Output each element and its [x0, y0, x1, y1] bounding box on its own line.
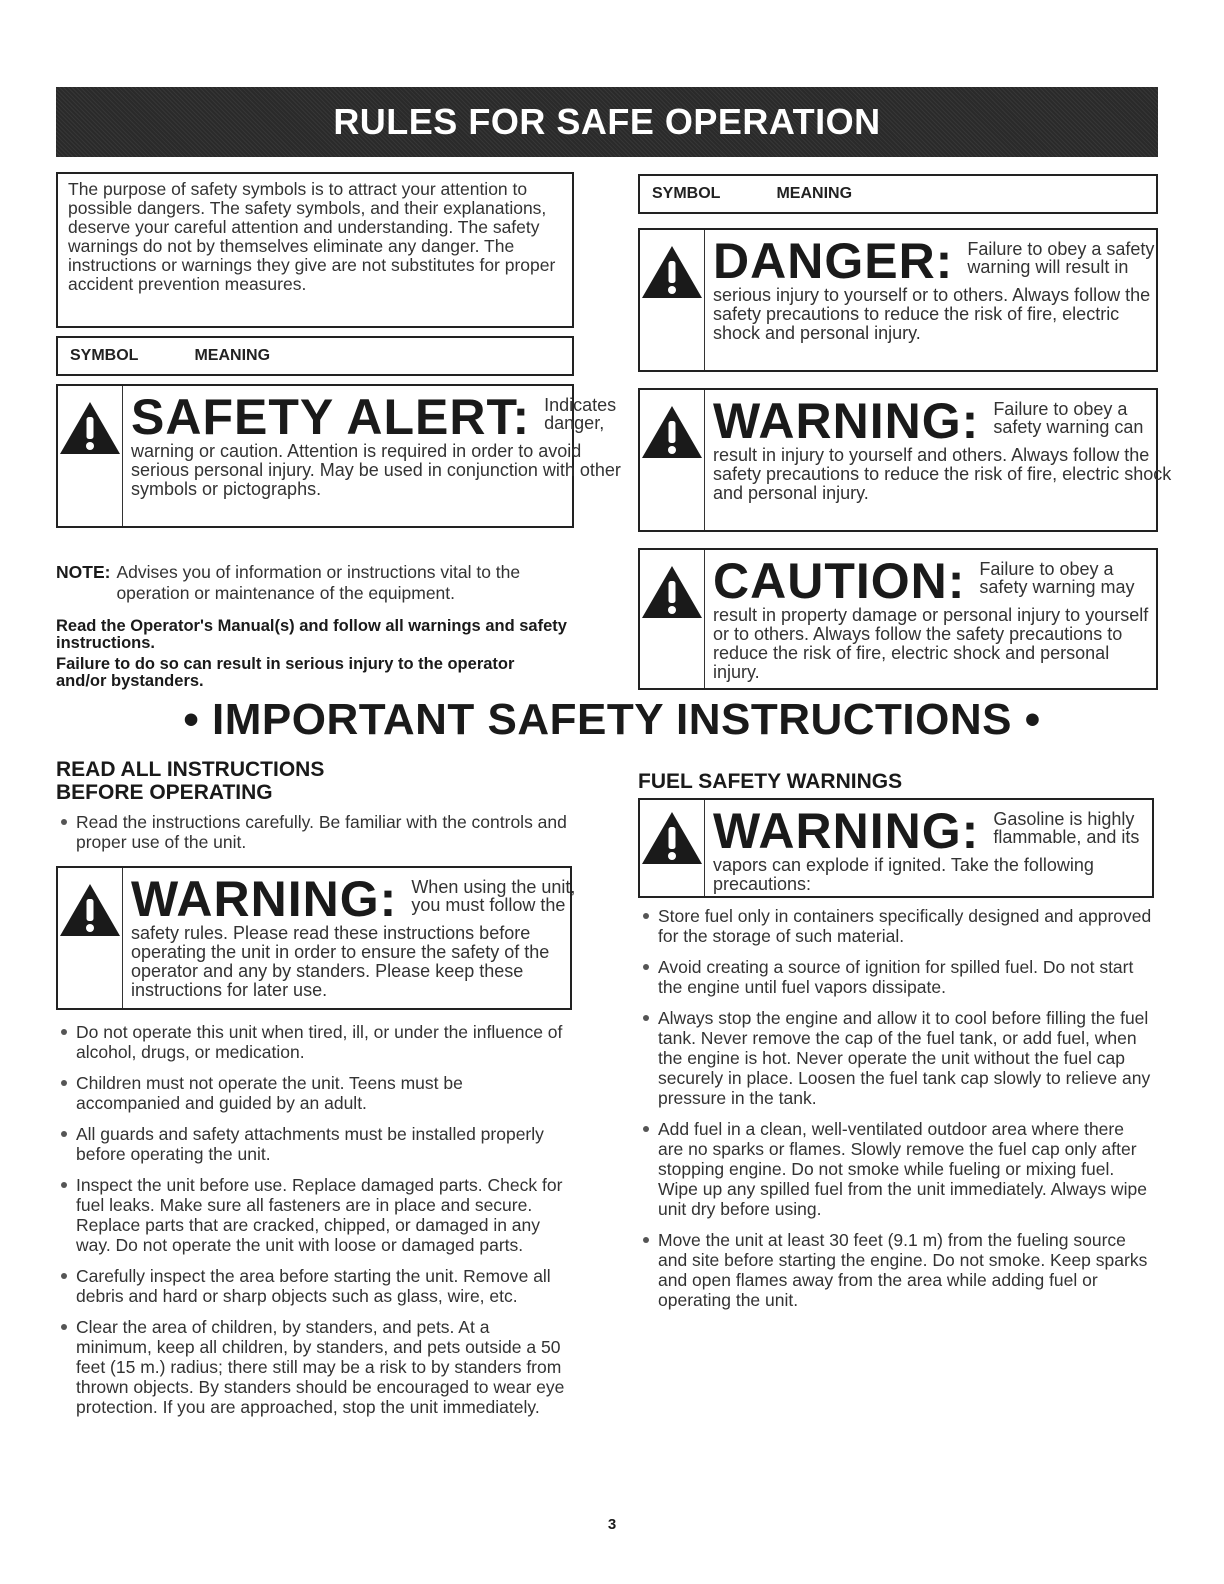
read-all-first-list	[56, 812, 576, 852]
warning-body: result in injury to yourself and others. Always follow the safety precautions to reduce the risk of fire, electric shock and personal injury.	[713, 445, 1172, 503]
failure-text: Failure to do so can result in serious injury to the operator and/or bystanders.	[56, 655, 515, 690]
danger-tail: Failure to obey a safety warning will result in	[967, 239, 1155, 277]
read-all-warning-word: WARNING:	[131, 871, 398, 927]
fuel-warning-icon-cell	[640, 800, 705, 896]
symbol-meaning-header	[56, 336, 574, 376]
danger-word: DANGER:	[713, 233, 954, 289]
warning-icon-cell	[640, 390, 705, 530]
read-all-list	[56, 1022, 568, 1428]
safety-alert-word: SAFETY ALERT:	[131, 389, 531, 445]
danger-body: serious injury to yourself or to others. Always follow the safety precautions to reduce the risk of fire, electric shock and personal injury.	[713, 285, 1151, 343]
header-banner	[56, 87, 1158, 157]
note-text: Advises you of information or instructions vital to the operation or maintenance of the equipment.	[116, 562, 521, 603]
list-item: Store fuel only in containers specifically designed and approved for the storage of such material.	[638, 906, 1154, 946]
page-title: RULES FOR SAFE OPERATION	[333, 101, 881, 142]
caution-body: result in property damage or personal injury to yourself or to others. Always follow the safety precautions to reduce the risk of fire, electric shock and personal injury.	[713, 605, 1149, 682]
list-item: Clear the area of children, by standers, and pets. At a minimum, keep all children, by standers, and pets outside a 50 feet (15 m.) radius; there still may be a risk to by standers from thrown objects. By standers should be encouraged to wear eye protection. If you are approached, stop the unit immediately.	[56, 1317, 568, 1417]
read-all-heading-line1: READ ALL INSTRUCTIONS	[56, 758, 325, 781]
meaning-label-right: MEANING	[776, 185, 853, 202]
list-item: Read the instructions carefully. Be familiar with the controls and proper use of the unit.	[56, 812, 576, 852]
caution-word: CAUTION:	[713, 553, 966, 609]
read-manual-text: Read the Operator's Manual(s) and follow all warnings and safety instructions.	[56, 617, 567, 652]
warning-triangle-icon	[640, 564, 704, 620]
list-item: Carefully inspect the area before starting the unit. Remove all debris and hard or sharp objects such as glass, wire, etc.	[56, 1266, 568, 1306]
symbol-label-right: SYMBOL	[652, 185, 721, 202]
list-item: Avoid creating a source of ignition for spilled fuel. Do not start the engine until fuel vapors dissipate.	[638, 957, 1154, 997]
safety-alert-box	[56, 384, 621, 528]
read-all-warning-box	[56, 866, 576, 1010]
safety-alert-tail: Indicates danger,	[544, 395, 617, 433]
read-all-section	[56, 758, 576, 863]
fuel-warning-body: vapors can explode if ignited. Take the following precautions:	[713, 855, 1094, 894]
symbol-meaning-header-right	[638, 174, 1158, 214]
note-block	[56, 562, 574, 604]
warning-triangle-icon	[640, 810, 704, 866]
warning-box	[638, 388, 1172, 532]
meaning-label: MEANING	[194, 347, 271, 364]
list-item: Inspect the unit before use. Replace damaged parts. Check for fuel leaks. Make sure all fasteners are in place and secure. Replace parts that are cracked, chipped, or damaged in any way. Do not operate the unit with loose or damaged parts.	[56, 1175, 568, 1255]
warning-triangle-icon	[640, 404, 704, 460]
read-all-warning-tail: When using the unit, you must follow the	[411, 877, 576, 915]
warning-triangle-icon	[58, 882, 122, 938]
list-item: Do not operate this unit when tired, ill, or under the influence of alcohol, drugs, or medication.	[56, 1022, 568, 1062]
list-item: Add fuel in a clean, well-ventilated outdoor area where there are no sparks or flames. Slowly remove the fuel cap only after stopping engine. Do not smoke while fueling or mixing fuel. Wipe up any spilled fuel from the unit immediately. Always wipe unit dry before using.	[638, 1119, 1154, 1219]
important-safety-title: • IMPORTANT SAFETY INSTRUCTIONS •	[183, 695, 1041, 744]
intro-text: The purpose of safety symbols is to attract your attention to possible dangers. The safety symbols, and their explanations, deserve your careful attention and understanding. The safety warnings do not by themselves eliminate any danger. The instructions or warnings they give are not substitutes for proper accident prevention measures.	[68, 179, 556, 294]
symbol-label: SYMBOL	[70, 347, 139, 364]
read-all-warning-body: safety rules. Please read these instructions before operating the unit in order to ensure the safety of the operator and any by standers. Please keep these instructions for later use.	[131, 923, 550, 1000]
danger-box	[638, 228, 1158, 372]
list-item: Always stop the engine and allow it to cool before filling the fuel tank. Never remove the cap of the fuel tank, or add fuel, when the engine is hot. Never operate the unit without the fuel cap securely in place. Loosen the fuel tank cap slowly to relieve any pressure in the tank.	[638, 1008, 1154, 1108]
list-item: Children must not operate the unit. Teens must be accompanied and guided by an adult.	[56, 1073, 568, 1113]
danger-icon-cell	[640, 230, 705, 370]
caution-box	[638, 548, 1158, 690]
page-number: 3	[607, 1516, 617, 1533]
caution-icon-cell	[640, 550, 705, 688]
warning-triangle-icon	[640, 244, 704, 300]
intro-box	[56, 172, 574, 328]
note-label: NOTE:	[56, 562, 111, 582]
fuel-warning-tail: Gasoline is highly flammable, and its	[993, 809, 1140, 847]
fuel-warning-box	[638, 798, 1154, 898]
fuel-list	[638, 906, 1154, 1321]
warning-word: WARNING:	[713, 393, 980, 449]
read-all-heading-line2: BEFORE OPERATING	[56, 781, 273, 804]
safety-alert-body: warning or caution. Attention is required in order to avoid serious personal injury. May be used in conjunction with other symbols or pictographs.	[131, 441, 621, 499]
safety-alert-icon-cell	[58, 386, 123, 526]
warning-triangle-icon	[58, 400, 122, 456]
list-item: All guards and safety attachments must be installed properly before operating the unit.	[56, 1124, 568, 1164]
caution-tail: Failure to obey a safety warning may	[979, 559, 1135, 597]
fuel-heading: FUEL SAFETY WARNINGS	[638, 770, 903, 793]
warning-tail: Failure to obey a safety warning can	[993, 399, 1144, 437]
fuel-warning-word: WARNING:	[713, 803, 980, 859]
list-item: Move the unit at least 30 feet (9.1 m) from the fueling source and site before starting the engine. Do not smoke. Keep sparks and open flames away from the area while adding fuel or operating the unit.	[638, 1230, 1154, 1310]
read-all-warning-icon-cell	[58, 868, 123, 1008]
